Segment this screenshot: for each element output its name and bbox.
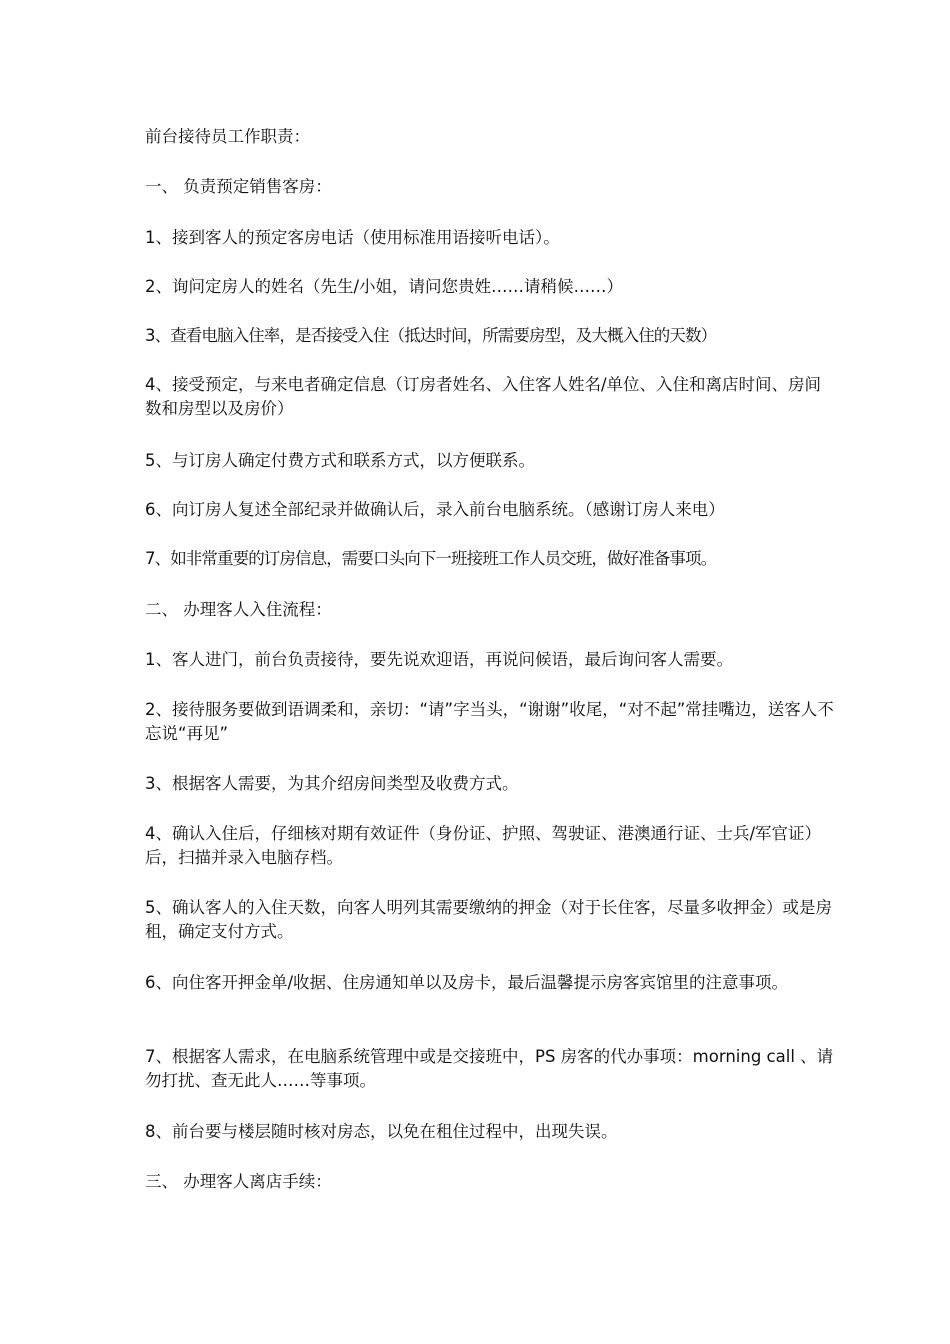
section-1-item-7: 7、如非常重要的订房信息，需要口头向下一班接班工作人员交班，做好准备事项。	[145, 549, 717, 568]
section-heading-2: 二、 办理客人入住流程：	[145, 600, 332, 619]
section-1-item-1: 1、接到客人的预定客房电话（使用标准用语接听电话）。	[145, 228, 560, 247]
section-heading-3: 三、 办理客人离店手续：	[145, 1172, 332, 1191]
section-1-item-3: 3、查看电脑入住率，是否接受入住（抵达时间，所需要房型，及大概入住的天数）	[145, 326, 717, 345]
section-2-item-2: 2、接待服务要做到语调柔和，亲切：“请”字当头，“谢谢”收尾，“对不起”常挂嘴边，送客人不忘说“再见”	[145, 700, 834, 743]
section-1-item-2: 2、询问定房人的姓名（先生/小姐，请问您贵姓……请稍候……）	[145, 277, 624, 296]
section-2-item-7: 7、根据客人需求，在电脑系统管理中或是交接班中，PS 房客的代办事项：morning call 、请勿打扰、查无此人……等事项。	[145, 1047, 834, 1090]
section-1-item-4: 4、接受预定，与来电者确定信息（订房者姓名、入住客人姓名/单位、入住和离店时间、房间数和房型以及房价）	[145, 375, 822, 418]
section-2-item-5: 5、确认客人的入住天数，向客人明列其需要缴纳的押金（对于长住客，尽量多收押金）或是房租，确定支付方式。	[145, 898, 832, 941]
section-1-item-6: 6、向订房人复述全部纪录并做确认后，录入前台电脑系统。（感谢订房人来电）	[145, 500, 725, 519]
section-1-item-5: 5、与订房人确定付费方式和联系方式，以方便联系。	[145, 451, 535, 470]
section-2-item-4: 4、确认入住后，仔细核对期有效证件（身份证、护照、驾驶证、港澳通行证、士兵/军官证）后，扫描并录入电脑存档。	[145, 824, 822, 867]
document-title: 前台接待员工作职责：	[145, 127, 310, 146]
section-2-item-6: 6、向住客开押金单/收据、住房通知单以及房卡，最后温馨提示房客宾馆里的注意事项。	[145, 973, 789, 992]
section-heading-1: 一、 负责预定销售客房：	[145, 177, 332, 196]
section-2-item-1: 1、客人进门，前台负责接待，要先说欢迎语，再说问候语，最后询问客人需要。	[145, 650, 733, 669]
section-2-item-8: 8、前台要与楼层随时核对房态，以免在租住过程中，出现失误。	[145, 1122, 618, 1141]
section-2-item-3: 3、根据客人需要，为其介绍房间类型及收费方式。	[145, 774, 519, 793]
